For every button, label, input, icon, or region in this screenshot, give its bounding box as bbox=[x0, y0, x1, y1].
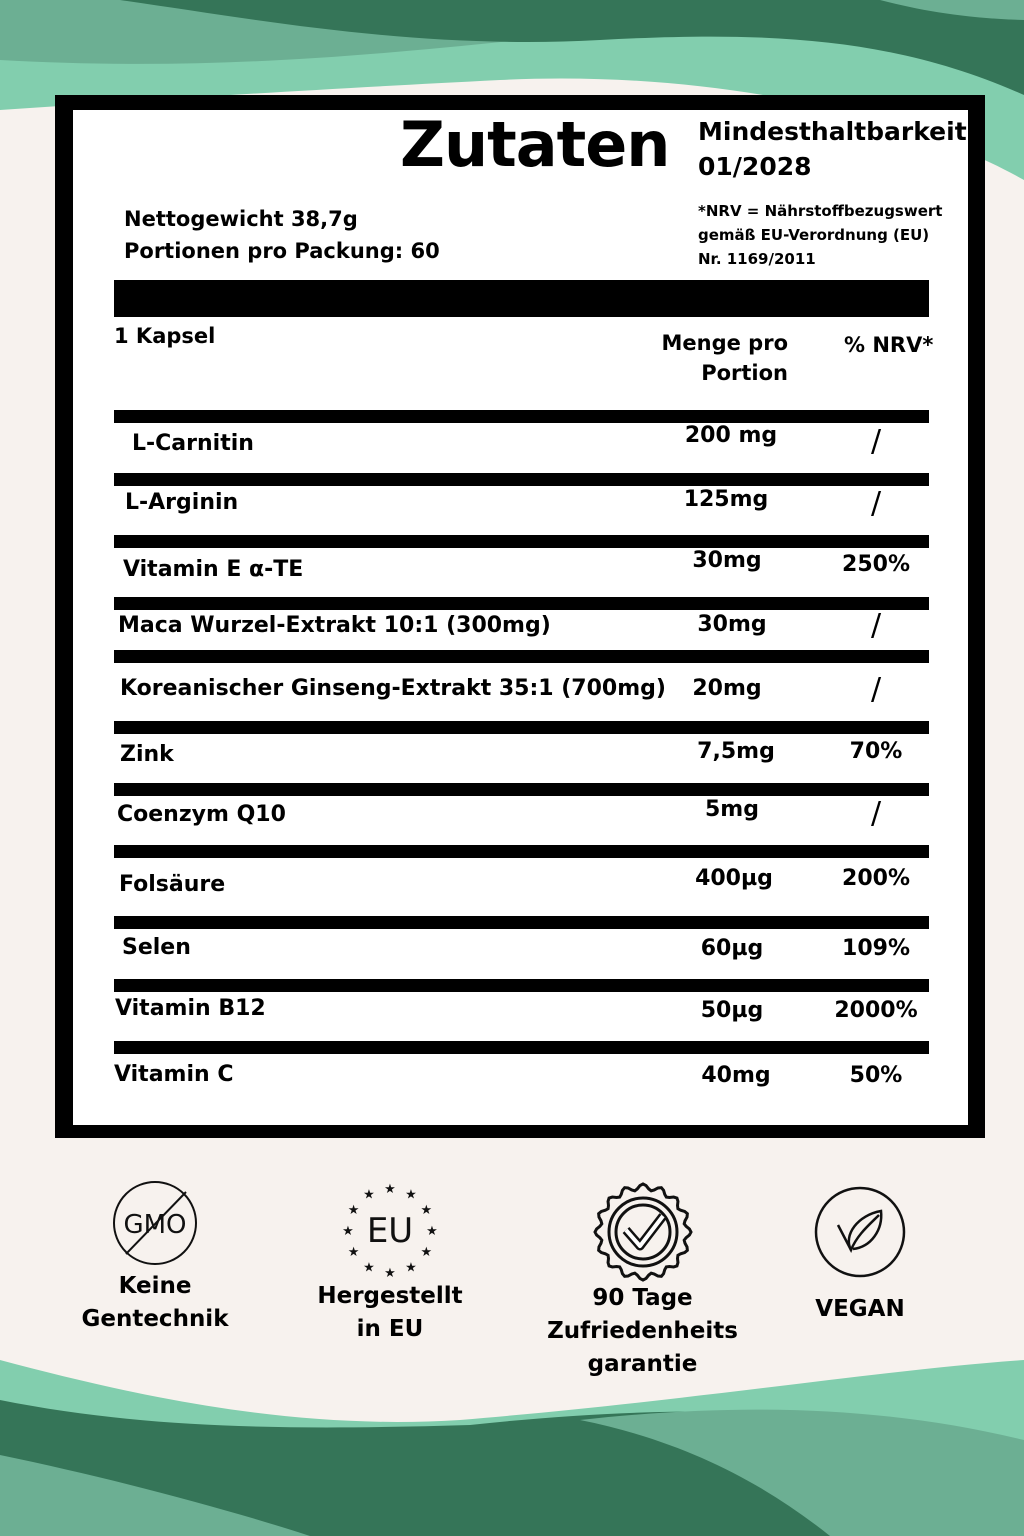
ingredient-name: Vitamin E α-TE bbox=[123, 557, 304, 582]
row-divider bbox=[114, 1041, 929, 1054]
star-icon: ★ bbox=[405, 1260, 417, 1276]
eu-text: EU bbox=[366, 1211, 414, 1251]
nrv-note-line: gemäß EU-Verordnung (EU) bbox=[698, 226, 930, 244]
vegan-leaf-icon bbox=[813, 1185, 907, 1279]
col-nrv: % NRV* bbox=[844, 333, 934, 357]
badge-label: garantie bbox=[587, 1351, 698, 1377]
row-divider bbox=[114, 783, 929, 796]
badge-label: Hergestellt bbox=[317, 1283, 463, 1309]
badge-label: Gentechnik bbox=[81, 1306, 229, 1332]
ingredient-nrv: / bbox=[870, 424, 882, 459]
star-icon: ★ bbox=[342, 1224, 354, 1239]
best-before-label: Mindesthaltbarkeit: bbox=[698, 117, 977, 146]
col-amount-line: Menge pro bbox=[661, 331, 788, 355]
ingredient-amount: 5mg bbox=[705, 797, 759, 822]
ingredient-name: L-Arginin bbox=[125, 490, 239, 515]
ingredient-amount: 40mg bbox=[701, 1063, 771, 1088]
ingredient-nrv: 109% bbox=[842, 936, 910, 961]
nrv-note bbox=[698, 199, 942, 271]
star-icon: ★ bbox=[426, 1224, 438, 1239]
star-icon: ★ bbox=[405, 1187, 417, 1203]
badge-made-in-eu bbox=[305, 1180, 475, 1346]
eu-stars-icon bbox=[340, 1180, 440, 1280]
best-before-value: 01/2028 bbox=[698, 152, 812, 181]
guarantee-seal-icon bbox=[593, 1182, 693, 1282]
ingredient-amount: 7,5mg bbox=[697, 739, 775, 764]
col-amount-line: Portion bbox=[701, 361, 788, 385]
nrv-note-line: Nr. 1169/2011 bbox=[698, 250, 816, 268]
ingredient-name: Koreanischer Ginseng-Extrakt 35:1 (700mg) bbox=[120, 676, 666, 701]
ingredient-amount: 125mg bbox=[683, 487, 769, 512]
ingredient-amount: 20mg bbox=[692, 676, 762, 701]
ingredient-amount: 30mg bbox=[697, 612, 767, 637]
col-amount bbox=[650, 328, 788, 388]
ingredient-nrv: 200% bbox=[842, 866, 910, 891]
ingredient-nrv: / bbox=[870, 672, 882, 707]
net-weight: Nettogewicht 38,7g bbox=[124, 207, 358, 231]
row-divider bbox=[114, 845, 929, 858]
row-divider bbox=[114, 916, 929, 929]
ingredient-nrv: / bbox=[870, 486, 882, 521]
star-icon: ★ bbox=[384, 1266, 396, 1280]
ingredient-amount: 400µg bbox=[695, 866, 773, 891]
ingredient-name: Zink bbox=[120, 742, 174, 767]
row-divider bbox=[114, 473, 929, 486]
badge-label: Keine bbox=[118, 1273, 192, 1299]
ingredient-name: Maca Wurzel-Extrakt 10:1 (300mg) bbox=[118, 613, 551, 638]
row-divider bbox=[114, 979, 929, 992]
gmo-free-icon bbox=[110, 1180, 200, 1270]
ingredient-nrv: 2000% bbox=[834, 998, 918, 1023]
ingredient-name: Folsäure bbox=[119, 872, 226, 897]
ingredient-name: Vitamin B12 bbox=[115, 996, 266, 1021]
ingredient-amount: 60µg bbox=[700, 936, 764, 961]
ingredient-amount: 30mg bbox=[692, 548, 762, 573]
badge-label: in EU bbox=[356, 1316, 424, 1342]
row-divider bbox=[114, 410, 929, 423]
row-divider bbox=[114, 650, 929, 663]
table-header-bar bbox=[114, 280, 929, 317]
row-divider bbox=[114, 535, 929, 548]
ingredient-name: Selen bbox=[122, 935, 191, 960]
col-serving: 1 Kapsel bbox=[114, 324, 216, 348]
ingredient-name: Vitamin C bbox=[114, 1062, 234, 1087]
ingredient-amount: 50µg bbox=[700, 998, 764, 1023]
row-divider bbox=[114, 721, 929, 734]
ingredient-name: L-Carnitin bbox=[132, 431, 254, 456]
ingredient-nrv: 70% bbox=[849, 739, 903, 764]
badge-gmo-free bbox=[70, 1180, 240, 1336]
nrv-note-line: *NRV = Nährstoffbezugswert bbox=[698, 202, 943, 220]
badge-guarantee bbox=[545, 1182, 740, 1381]
badge-vegan bbox=[790, 1185, 930, 1326]
star-icon: ★ bbox=[347, 1203, 360, 1218]
badge-label: VEGAN bbox=[815, 1296, 905, 1322]
gmo-text: GMO bbox=[123, 1210, 187, 1240]
badge-label: 90 Tage bbox=[592, 1285, 693, 1311]
star-icon: ★ bbox=[384, 1182, 396, 1197]
page-title: Zutaten bbox=[400, 108, 670, 181]
star-icon: ★ bbox=[363, 1187, 375, 1203]
ingredient-nrv: / bbox=[870, 608, 882, 643]
ingredient-amount: 200 mg bbox=[684, 423, 778, 448]
star-icon: ★ bbox=[420, 1245, 433, 1260]
star-icon: ★ bbox=[363, 1260, 375, 1276]
star-icon: ★ bbox=[420, 1203, 433, 1218]
row-divider bbox=[114, 597, 929, 610]
star-icon: ★ bbox=[347, 1245, 360, 1260]
ingredient-nrv: / bbox=[870, 796, 882, 831]
best-before bbox=[698, 114, 977, 184]
servings-per-pack: Portionen pro Packung: 60 bbox=[124, 239, 440, 263]
ingredient-nrv: 50% bbox=[849, 1063, 903, 1088]
package-info bbox=[124, 203, 440, 267]
ingredient-nrv: 250% bbox=[842, 552, 910, 577]
ingredient-name: Coenzym Q10 bbox=[117, 802, 286, 827]
badge-label: Zufriedenheits bbox=[547, 1318, 738, 1344]
